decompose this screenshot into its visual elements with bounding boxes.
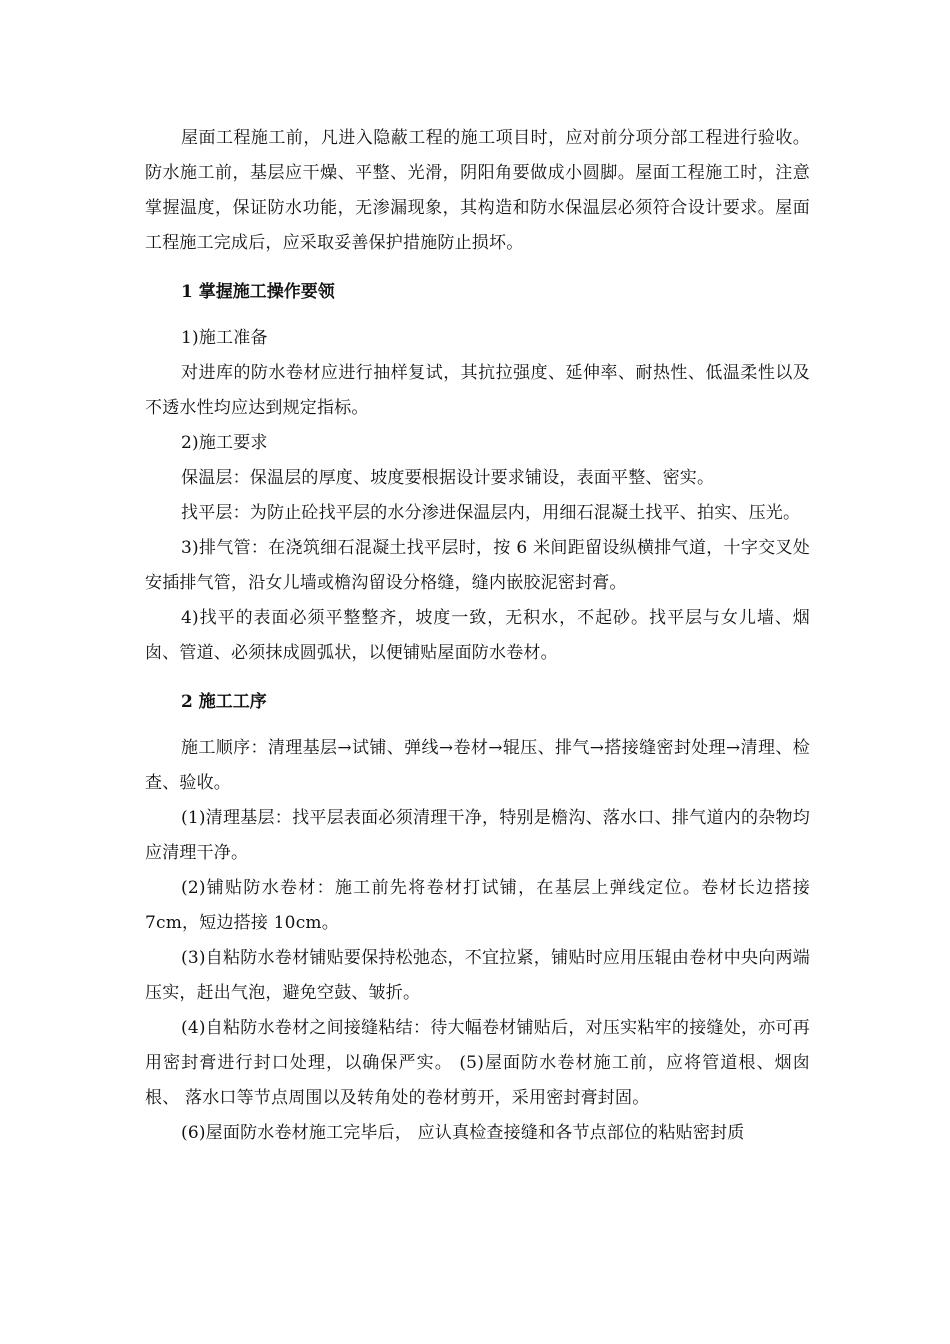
insulation-paragraph: 保温层：保温层的厚度、坡度要根据设计要求铺设，表面平整、密实。 [181,468,715,488]
intro-paragraph: 屋面工程施工前，凡进入隐蔽工程的施工项目时，应对前分项分部工程进行验收。防水施工前，基层应干燥、平整、光滑，阴阳角要做成小圆脚。屋面工程施工时，注意掌握温度，保证防水功能，无渗漏现象，其构造和防水保温层必须符合设计要求。屋面工程施工完成后，应采取妥善保护措施防止损坏。 [145,128,810,253]
section-2-heading: 2 施工工序 [181,692,267,712]
sub2-title: 2)施工要求 [181,433,268,453]
sequence-paragraph: 施工顺序：清理基层→试铺、弹线→卷材→辊压、排气→搭接缝密封处理→清理、检查、验收。 [145,738,810,793]
step-2-paragraph: (2)铺贴防水卷材：施工前先将卷材打试铺，在基层上弹线定位。卷材长边搭接 7cm，短边搭接 10cm。 [145,878,810,933]
step-4-5-paragraph: (4)自粘防水卷材之间接缝粘结：待大幅卷材铺贴后，对压实粘牢的接缝处，亦可再用密封膏进行封口处理，以确保严实。 (5)屋面防水卷材施工前，应将管道根、烟囱根、 落水口等节点周围以及转角处的卷材剪开，采用密封膏封固。 [145,1018,810,1108]
leveling-surface-paragraph: 4)找平的表面必须平整整齐，坡度一致，无积水，不起砂。找平层与女儿墙、烟囱、管道、必须抹成圆弧状，以便铺贴屋面防水卷材。 [145,608,810,663]
step-1-paragraph: (1)清理基层：找平层表面必须清理干净，特别是檐沟、落水口、排气道内的杂物均应清理干净。 [145,808,810,863]
step-6-paragraph: (6)屋面防水卷材施工完毕后， 应认真检查接缝和各节点部位的粘贴密封质 [181,1123,745,1143]
sub1-paragraph: 对进库的防水卷材应进行抽样复试，其抗拉强度、延伸率、耐热性、低温柔性以及不透水性均应达到规定指标。 [145,363,810,418]
step-3-paragraph: (3)自粘防水卷材铺贴要保持松弛态，不宜拉紧，铺贴时应用压辊由卷材中央向两端压实，赶出气泡，避免空鼓、皱折。 [145,948,810,1003]
section-1-heading: 1 掌握施工操作要领 [181,282,335,302]
leveling-paragraph: 找平层：为防止砼找平层的水分渗进保温层内，用细石混凝土找平、拍实、压光。 [181,503,801,523]
exhaust-pipe-paragraph: 3)排气管：在浇筑细石混凝土找平层时，按 6 米间距留设纵横排气道，十字交叉处安插排气管，沿女儿墙或檐沟留设分格缝，缝内嵌胶泥密封膏。 [145,538,810,593]
sub1-title: 1)施工准备 [181,328,268,348]
document-body [145,121,810,1151]
